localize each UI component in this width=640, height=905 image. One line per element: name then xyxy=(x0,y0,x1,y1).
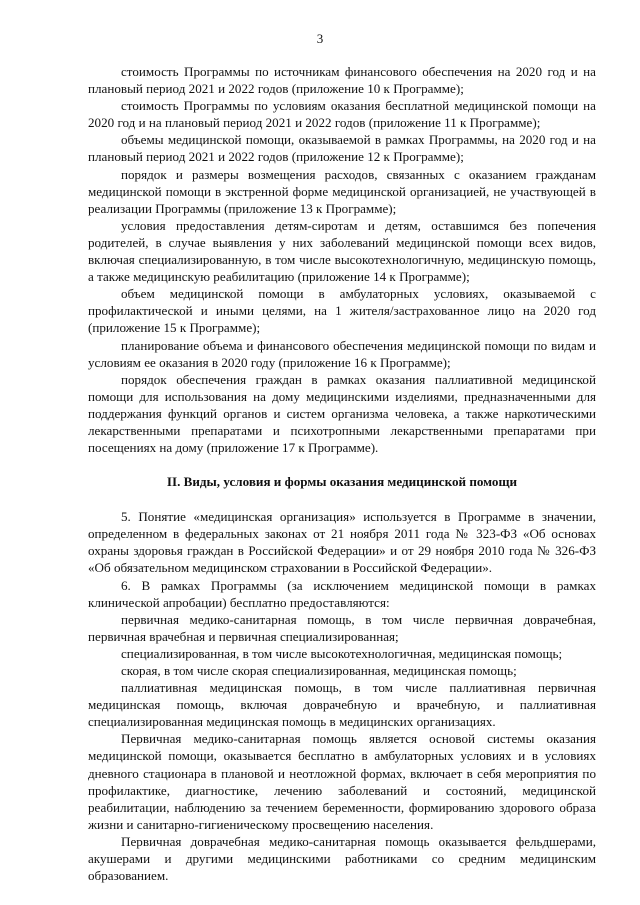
paragraph: Первичная медико-санитарная помощь является основой системы оказания медицинской помощи, оказывается бесплатно в амбулаторных условиях и в условиях дневного стационара в плановой и неотложной формах, включает в себя мероприятия по профилактике, диагностике, лечению заболеваний и состояний, медицинской реабилитации, наблюдению за течением беременности, формированию здорового образа жизни и санитарно-гигиеническому просвещению населения. xyxy=(88,731,596,832)
paragraph: объемы медицинской помощи, оказываемой в рамках Программы, на 2020 год и на плановый период 2021 и 2022 годов (приложение 12 к Программе); xyxy=(88,132,596,165)
paragraph: специализированная, в том числе высокотехнологичная, медицинская помощь; xyxy=(121,645,563,661)
document-body xyxy=(88,63,596,884)
paragraph: стоимость Программы по условиям оказания бесплатной медицинской помощи на 2020 год и на плановый период 2021 и 2022 годов (приложение 11 к Программе); xyxy=(88,98,596,131)
paragraph: скорая, в том числе скорая специализированная, медицинская помощь; xyxy=(121,663,517,678)
paragraph: условия предоставления детям-сиротам и детям, оставшимся без попечения родителей, в случае выявления у них заболеваний медицинской помощи всех видов, включая специализированную, в том числе высокотехнологичную, медицинскую помощь, а также медицинскую реабилитацию (приложение 14 к Программе); xyxy=(88,217,596,285)
paragraph: планирование объема и финансового обеспечения медицинской помощи по видам и условиям ее оказания в 2020 году (приложение 16 к Программе); xyxy=(88,337,596,370)
paragraph: 5. Понятие «медицинская организация» используется в Программе в значении, определенном в федеральных законах от 21 ноября 2011 года № 323-ФЗ «Об основах охраны здоровья граждан в Российской Федерации» и от 29 ноября 2010 года № 326-ФЗ «Об обязательном медицинском страховании в Российской Федерации». xyxy=(88,509,596,576)
paragraph: первичная медико-санитарная помощь, в том числе первичная доврачебная, первичная врачебная и первичная специализированная; xyxy=(88,611,596,644)
paragraph: порядок и размеры возмещения расходов, связанных с оказанием гражданам медицинской помощи в экстренной форме медицинской организацией, не участвующей в реализации Программы (приложение 13 к Программе); xyxy=(88,166,596,216)
paragraph: объем медицинской помощи в амбулаторных условиях, оказываемой с профилактической и иными целями, на 1 жителя/застрахованное лицо на 2020 год (приложение 15 к Программе); xyxy=(88,286,596,336)
paragraph: стоимость Программы по источникам финансового обеспечения на 2020 год и на плановый период 2021 и 2022 годов (приложение 10 к Программе); xyxy=(88,64,596,97)
paragraph: 6. В рамках Программы (за исключением медицинской помощи в рамках клинической апробации) бесплатно предоставляются: xyxy=(88,577,596,610)
section-heading: II. Виды, условия и формы оказания медицинской помощи xyxy=(166,474,518,490)
paragraph: паллиативная медицинская помощь, в том числе паллиативная первичная медицинская помощь, включая доврачебную и врачебную, и паллиативная специализированная медицинская помощь в медицинских организациях. xyxy=(88,680,596,730)
paragraph: Первичная доврачебная медико-санитарная помощь оказывается фельдшерами, акушерами и другими медицинскими работниками со средним медицинским образованием. xyxy=(88,833,596,884)
page-number: 3 xyxy=(316,31,324,46)
paragraph: порядок обеспечения граждан в рамках оказания паллиативной медицинской помощи для использования на дому медицинскими изделиями, предназначенными для поддержания функций органов и систем организма человека, а также наркотическими лекарственными препаратами и психотропными лекарственными препаратами при посещениях на дому (приложение 17 к Программе). xyxy=(88,371,596,456)
